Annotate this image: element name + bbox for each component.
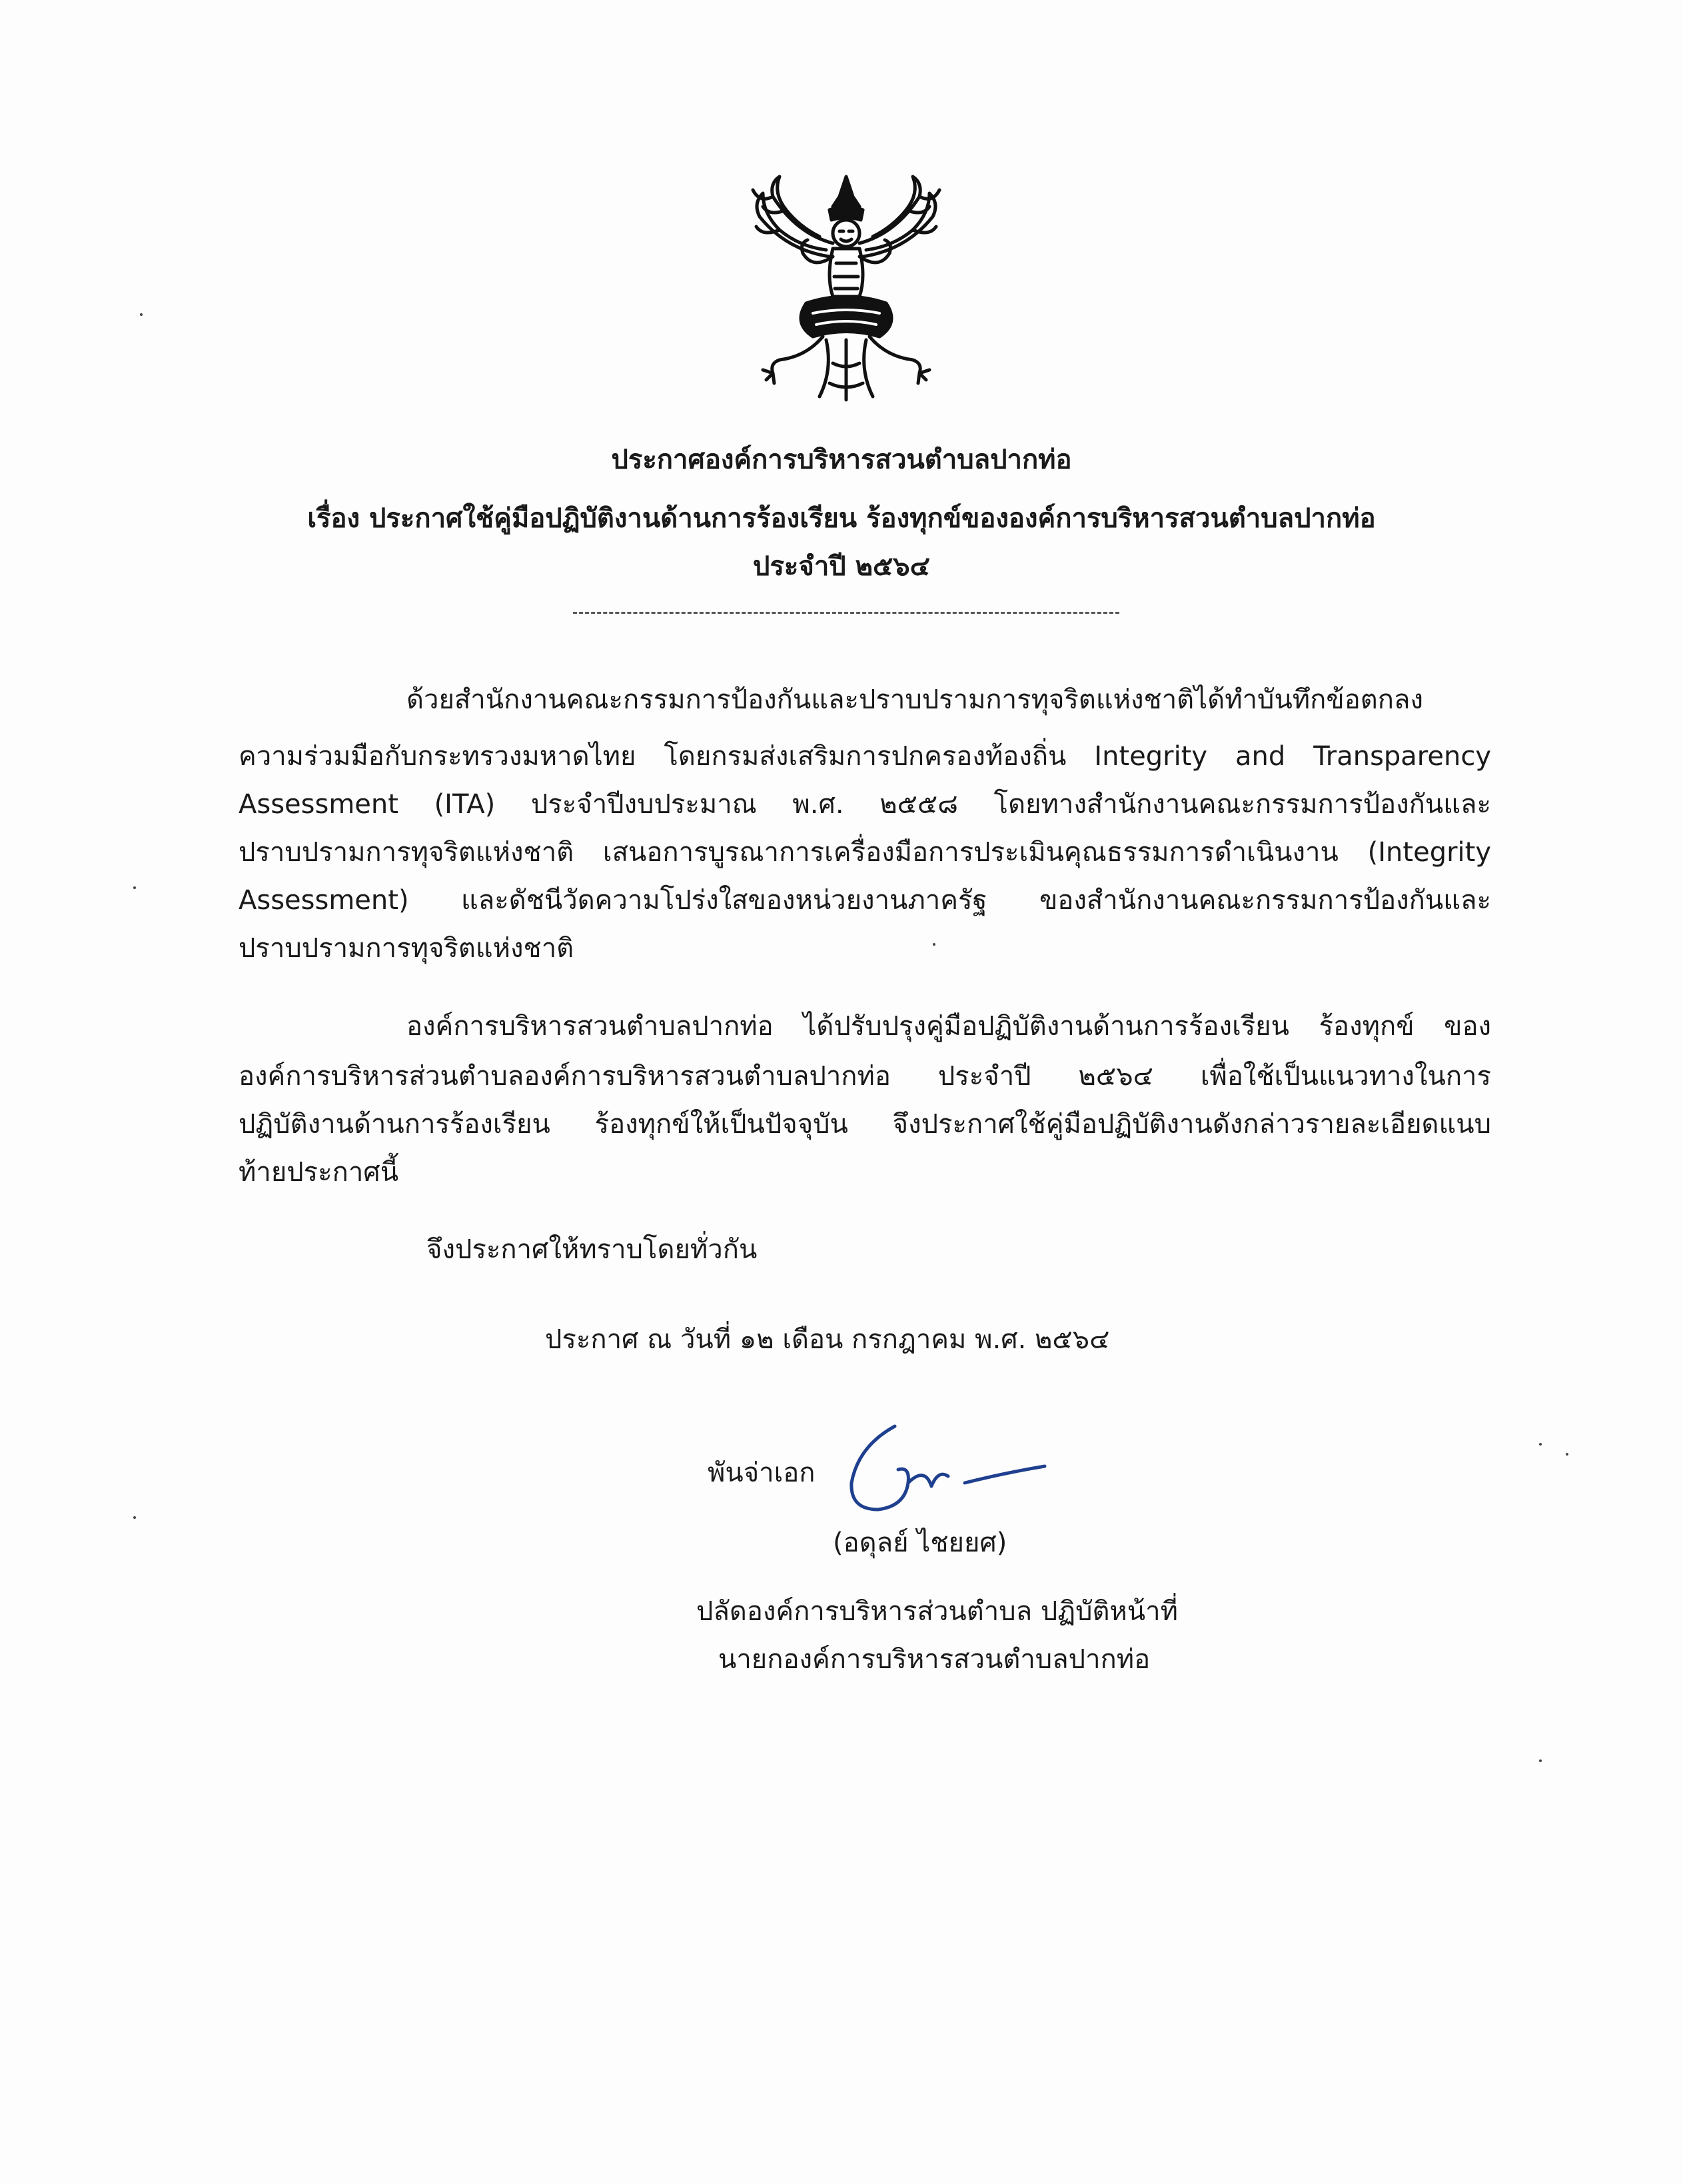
paragraph1-line: Assessment (ITA) ประจำปีงบประมาณ พ.ศ. ๒๕๕๘ โดยทางสำนักงานคณะกรรมการป้องกันและ	[239, 789, 1491, 820]
closing-statement: จึงประกาศให้ทราบโดยทั่วกัน	[426, 1234, 758, 1265]
scan-speck	[133, 886, 136, 889]
signer-name: (อดุลย์ ไชยยศ)	[833, 1528, 1007, 1558]
announcement-subject: เรื่อง ประกาศใช้คู่มือปฏิบัติงานด้านการร้องเรียน ร้องทุกข์ขององค์การบริหารสวนตำบลปากท่อ	[307, 503, 1376, 534]
signer-position-line2: นายกองค์การบริหารสวนตำบลปากท่อ	[718, 1644, 1151, 1675]
announcement-year: ประจำปี ๒๕๖๔	[753, 551, 930, 582]
paragraph1-line: ความร่วมมือกับกระทรวงมหาดไทย โดยกรมส่งเสริมการปกครองท้องถิ่น Integrity and Transparency	[239, 741, 1491, 772]
announcement-title: ประกาศองค์การบริหารสวนตำบลปากท่อ	[611, 445, 1072, 475]
paragraph1-line: ด้วยสำนักงานคณะกรรมการป้องกันและปราบปรามการทุจริตแห่งชาติได้ทำบันทึกข้อตกลง	[406, 684, 1423, 715]
scan-speck	[1566, 1453, 1568, 1456]
scan-speck	[1539, 1443, 1542, 1446]
handwritten-signature	[832, 1420, 1071, 1533]
title-divider	[573, 612, 1119, 614]
paragraph1-line: ปราบปรามการทุจริตแห่งชาติ	[239, 933, 574, 964]
announcement-date: ประกาศ ณ วันที่ ๑๒ เดือน กรกฎาคม พ.ศ. ๒๕๖๔	[545, 1324, 1110, 1355]
paragraph1-line: Assessment) และดัชนีวัดความโปร่งใสของหน่วยงานภาครัฐ ของสำนักงานคณะกรรมการป้องกันและ	[239, 885, 1491, 916]
scan-speck	[133, 1516, 136, 1519]
scan-speck	[140, 313, 143, 316]
scan-speck	[1539, 1759, 1542, 1762]
signer-position-line1: ปลัดองค์การบริหารส่วนตำบล ปฏิบัติหน้าที่	[696, 1596, 1178, 1627]
scan-speck	[933, 943, 935, 946]
paragraph2-line: องค์การบริหารสวนตำบลปากท่อ ได้ปรับปรุงคู่มือปฏิบัติงานด้านการร้องเรียน ร้องทุกข์ ของ	[406, 1011, 1491, 1042]
signer-rank: พันจ่าเอก	[708, 1458, 816, 1488]
paragraph2-line: ท้ายประกาศนี้	[239, 1157, 399, 1188]
paragraph2-line: ปฏิบัติงานด้านการร้องเรียน ร้องทุกข์ให้เป็นปัจจุบัน จึงประกาศใช้คู่มือปฏิบัติงานดังกล่าวรายละเอียดแนบ	[239, 1109, 1491, 1140]
paragraph2-line: องค์การบริหารส่วนตำบลองค์การบริหารสวนตำบลปากท่อ ประจำปี ๒๕๖๔ เพื่อใช้เป็นแนวทางในการ	[239, 1061, 1491, 1092]
garuda-emblem-icon	[733, 170, 959, 410]
paragraph1-line: ปราบปรามการทุจริตแห่งชาติ เสนอการบูรณาการเครื่องมือการประเมินคุณธรรมการดำเนินงาน (Integrity	[239, 837, 1491, 868]
